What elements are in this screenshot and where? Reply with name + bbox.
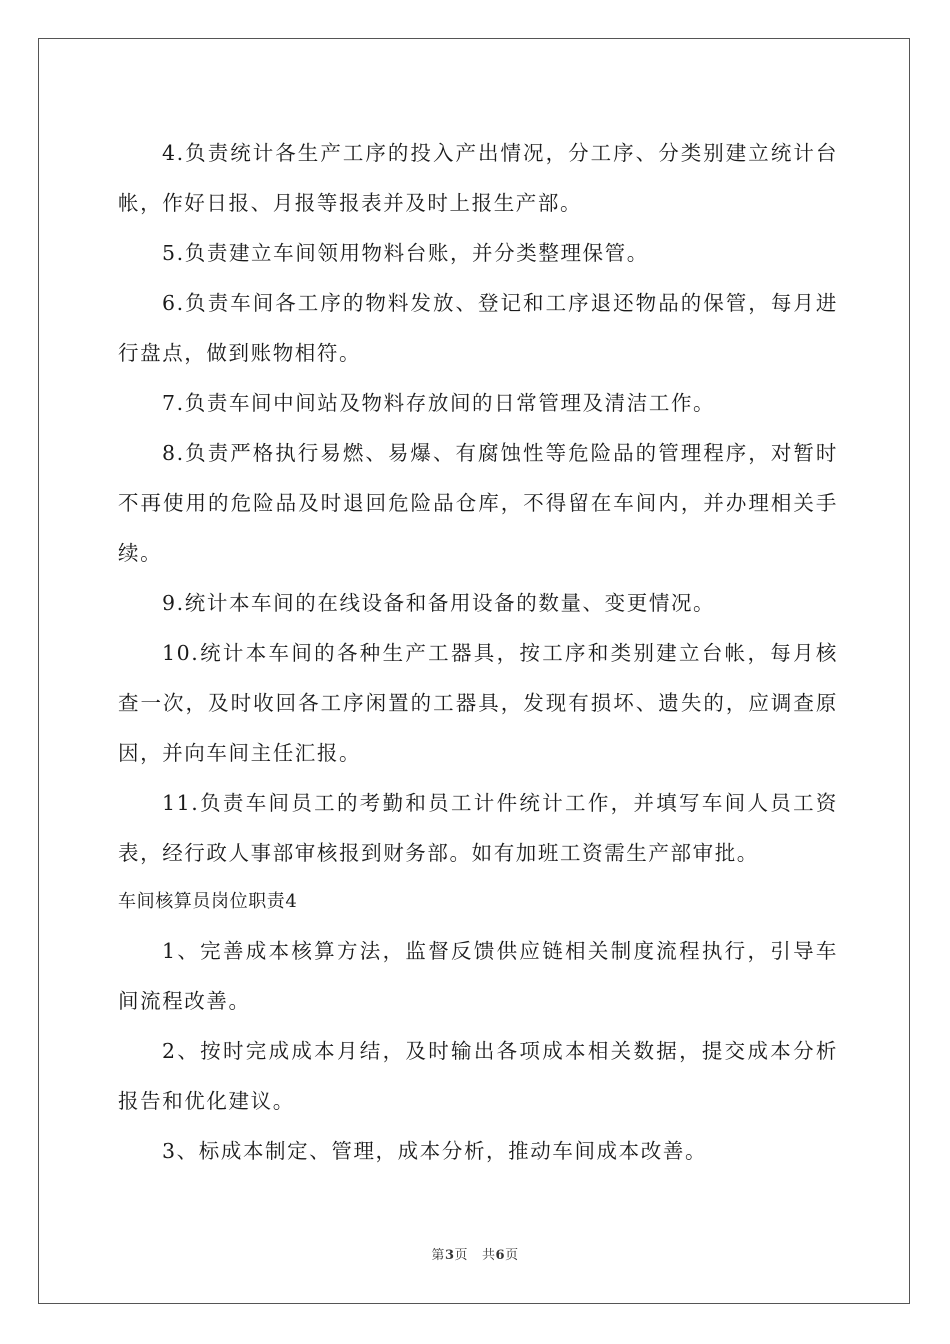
- paragraph-item-8: 8.负责严格执行易燃、易爆、有腐蚀性等危险品的管理程序，对暂时不再使用的危险品及时退回危险品仓库，不得留在车间内，并办理相关手续。: [118, 441, 838, 565]
- paragraph-item-9: 9.统计本车间的在线设备和备用设备的数量、变更情况。: [162, 591, 716, 615]
- page-prefix: 第: [431, 1248, 445, 1263]
- page-number: 3: [444, 1248, 455, 1263]
- section-item-1: 1、完善成本核算方法，监督反馈供应链相关制度流程执行，引导车间流程改善。: [118, 939, 838, 1013]
- paragraph-item-4: 4.负责统计各生产工序的投入产出情况，分工序、分类别建立统计台帐，作好日报、月报等报表并及时上报生产部。: [118, 141, 838, 215]
- paragraph-item-7: 7.负责车间中间站及物料存放间的日常管理及清洁工作。: [162, 391, 716, 415]
- document-body: [118, 128, 838, 1176]
- page-footer: [0, 1244, 950, 1263]
- paragraph-item-11: 11.负责车间员工的考勤和员工计件统计工作，并填写车间人员工资表，经行政人事部审核报到财务部。如有加班工资需生产部审批。: [118, 791, 838, 865]
- section-heading: 车间核算员岗位职责4: [118, 891, 298, 912]
- paragraph-item-5: 5.负责建立车间领用物料台账，并分类整理保管。: [162, 241, 649, 265]
- total-prefix: 共: [482, 1248, 496, 1263]
- paragraph-item-10: 10.统计本车间的各种生产工器具，按工序和类别建立台帐，每月核查一次，及时收回各工序闲置的工器具，发现有损坏、遗失的，应调查原因，并向车间主任汇报。: [118, 641, 838, 765]
- page-suffix: 页: [454, 1248, 468, 1263]
- section-item-2: 2、按时完成成本月结，及时输出各项成本相关数据，提交成本分析报告和优化建议。: [118, 1039, 838, 1113]
- total-suffix: 页: [505, 1248, 519, 1263]
- section-item-3: 3、标成本制定、管理，成本分析，推动车间成本改善。: [162, 1139, 708, 1163]
- paragraph-item-6: 6.负责车间各工序的物料发放、登记和工序退还物品的保管，每月进行盘点，做到账物相符。: [118, 291, 838, 365]
- total-pages: 6: [495, 1248, 506, 1263]
